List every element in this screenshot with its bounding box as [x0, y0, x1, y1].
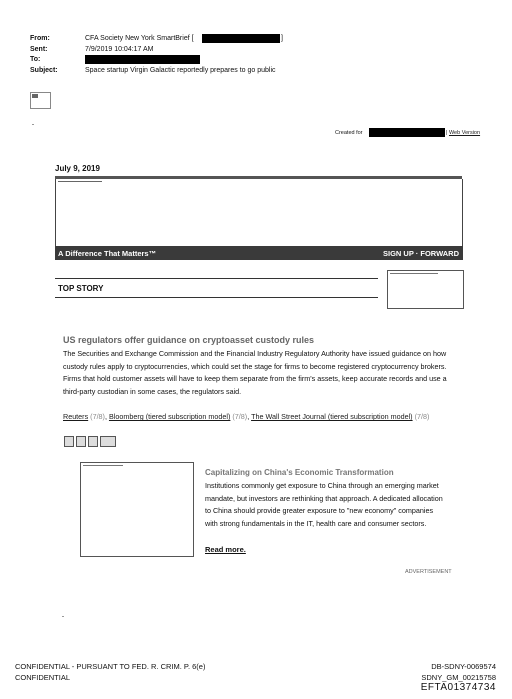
- created-for-line: [335, 130, 363, 136]
- created-for-label: Created for: [335, 130, 363, 136]
- bates-number-3: EFTA01374734: [420, 682, 496, 693]
- sponsored-image[interactable]: [80, 462, 194, 557]
- broken-image-icon: [30, 92, 51, 109]
- twitter-share-icon[interactable]: [88, 436, 98, 447]
- email-share-icon[interactable]: [100, 436, 116, 447]
- story-headline[interactable]: US regulators offer guidance on cryptoasset custody rules: [63, 335, 315, 345]
- subject-label: Subject:: [30, 67, 58, 74]
- source-link-bloomberg[interactable]: Bloomberg (tiered subscription model): [108, 412, 231, 421]
- side-ad-image[interactable]: [387, 270, 464, 309]
- footer-left: [15, 662, 205, 683]
- story-body: The Securities and Exchange Commission and the Financial Industry Regulatory Authority have issued guidance on how custody rules apply to cryptocurrencies, which could set the stage for firms to become registered cryptocurrency brokers. Firms that hold customer assets will have to keep them separate from the firm's assets, keep accurate records and use a third-party custodian in some cases, the regulators said.: [63, 349, 447, 396]
- subject-value: Space startup Virgin Galactic reportedly prepares to go public: [85, 67, 276, 74]
- web-version-link[interactable]: Web Version: [448, 130, 481, 136]
- signup-forward-links[interactable]: SIGN UP · FORWARD: [383, 249, 459, 258]
- redaction-bar: [85, 55, 200, 64]
- sent-label: Sent:: [30, 46, 48, 53]
- banner-image: [55, 179, 463, 247]
- banner-bar: [55, 246, 463, 260]
- source-link-reuters[interactable]: Reuters: [63, 412, 89, 421]
- to-label: To:: [30, 56, 41, 63]
- bates-number-1: DB-SDNY-0069574: [431, 662, 496, 671]
- section-rule-bottom: [55, 297, 378, 298]
- confidential-notice: CONFIDENTIAL - PURSUANT TO FED. R. CRIM. P. 6(e): [15, 662, 206, 671]
- from-close: ]: [281, 35, 283, 42]
- section-title: TOP STORY: [58, 284, 104, 293]
- footer-right: [421, 662, 496, 694]
- facebook-share-icon[interactable]: [76, 436, 86, 447]
- sponsored-body: Institutions commonly get exposure to China through an emerging market mandate, but investors are rethinking that approach. A dedicated allocation to China should provide greater exposure to "new economy" companies with strong fundamentals in the IT, health care and consumer sectors.: [205, 481, 443, 528]
- section-rule-top: [55, 278, 378, 279]
- from-label: From:: [30, 35, 50, 42]
- banner-tagline: A Difference That Matters™: [58, 249, 157, 258]
- linkedin-share-icon[interactable]: [64, 436, 74, 447]
- source-date: (7/8): [232, 412, 248, 421]
- confidential-label: CONFIDENTIAL: [15, 672, 71, 682]
- redaction-bar: [369, 128, 448, 137]
- read-more-link[interactable]: Read more.: [205, 545, 246, 554]
- advertisement-label: ADVERTISEMENT: [405, 569, 452, 575]
- sponsored-headline[interactable]: Capitalizing on China's Economic Transformation: [205, 468, 394, 477]
- web-version-area: [446, 130, 480, 136]
- share-icons: [64, 433, 118, 451]
- source-link-wsj[interactable]: The Wall Street Journal (tiered subscription model): [251, 412, 413, 421]
- story-sources: Reuters (7/8), Bloomberg (tiered subscription model) (7/8), The Wall Street Journal (tiered subscription model) (7/8): [63, 412, 430, 421]
- source-date: (7/8): [414, 412, 430, 421]
- from-value: CFA Society New York SmartBrief [: [85, 35, 194, 42]
- sent-value: 7/9/2019 10:04:17 AM: [85, 46, 154, 53]
- dot-mark: [32, 124, 34, 125]
- newsletter-date: July 9, 2019: [55, 164, 100, 173]
- dot-mark: [62, 616, 64, 617]
- source-date: (7/8): [90, 412, 105, 421]
- redaction-bar: [202, 34, 280, 43]
- bates-number-2: SDNY_GM_00215758: [421, 672, 496, 682]
- separator: |: [446, 130, 448, 136]
